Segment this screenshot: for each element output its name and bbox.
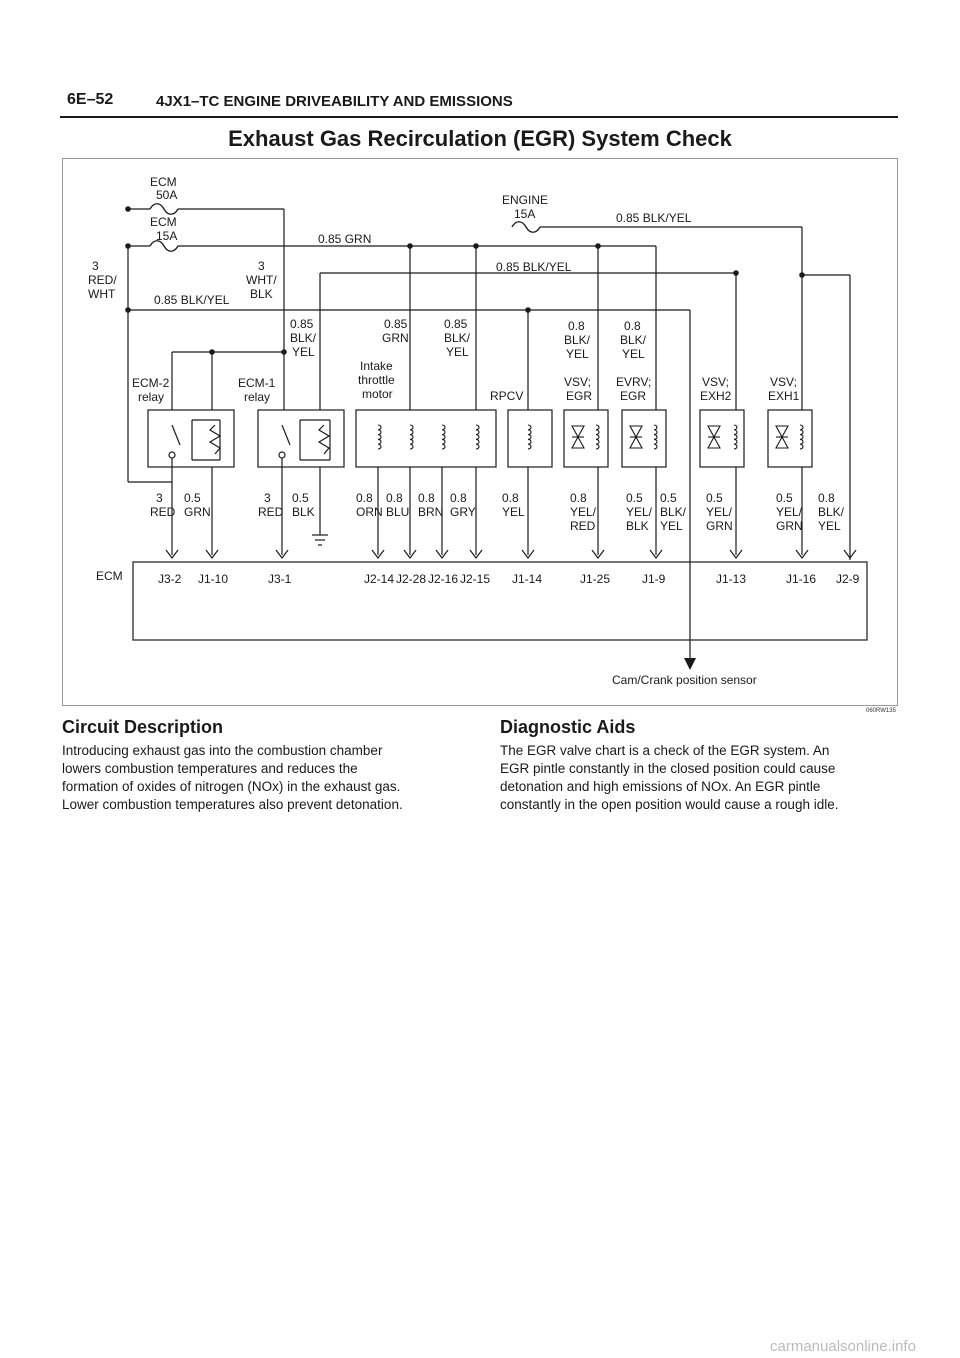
ecm-pin-label: J2-15 <box>460 572 491 586</box>
header-rule <box>60 116 898 118</box>
ecm-pin-label: J2-28 <box>396 572 427 586</box>
label-throttle-l3: motor <box>362 387 393 401</box>
wire-d1-l2: BLK/ <box>290 331 317 345</box>
wire-label: RED <box>150 505 176 519</box>
fuse-ecm15-l1: ECM <box>150 215 177 229</box>
ecm-pin-label: J1-10 <box>198 572 229 586</box>
wire-label: YEL/ <box>626 505 653 519</box>
text-line: detonation and high emissions of NOx. An EGR pintle <box>500 779 821 794</box>
label-exh1-l2: EXH1 <box>768 389 800 403</box>
label-rpcv: RPCV <box>490 389 524 403</box>
wire-label: 0.5 <box>292 491 309 505</box>
label-evrv-l1: EVRV; <box>616 375 652 389</box>
diodes <box>572 426 788 448</box>
wire-d2-l2: GRN <box>382 331 409 345</box>
label-evrv-l2: EGR <box>620 389 647 403</box>
wire-label: 0.8 <box>570 491 587 505</box>
text-line: Lower combustion temperatures also prevent detonation. <box>62 797 403 812</box>
wire-d1-l1: 0.85 <box>290 317 314 331</box>
diagram-labels <box>88 175 800 687</box>
wire-label: 0.5 <box>776 491 793 505</box>
wire-label: BRN <box>418 505 444 519</box>
label-exh1-l1: VSV; <box>770 375 797 389</box>
diagnostic-aids-heading: Diagnostic Aids <box>500 717 636 737</box>
ecm-pin-label: J2-14 <box>364 572 395 586</box>
running-header: 4JX1–TC ENGINE DRIVEABILITY AND EMISSIONS <box>156 93 513 110</box>
label-exh2-l2: EXH2 <box>700 389 732 403</box>
text-line: EGR pintle constantly in the closed position could cause <box>500 761 836 776</box>
wire-label: BLK/ <box>660 505 687 519</box>
fuse-engine-l1: ENGINE <box>502 193 549 207</box>
bottom-wire-labels <box>150 491 845 533</box>
wire-d4-l3: YEL <box>566 347 589 361</box>
wire-left-l2: RED/ <box>88 273 117 287</box>
wires <box>128 209 867 662</box>
wire-label: 0.8 <box>386 491 403 505</box>
text-line: constantly in the open position would cause a rough idle. <box>500 797 839 812</box>
wire-left-l3: WHT <box>88 287 116 301</box>
label-ecm: ECM <box>96 569 123 583</box>
wire-d1-l3: YEL <box>292 345 315 359</box>
text-line: Introducing exhaust gas into the combustion chamber <box>62 743 383 758</box>
wire-label: YEL <box>818 519 841 533</box>
label-throttle-l2: throttle <box>358 373 395 387</box>
wire-label: 0.8 <box>418 491 435 505</box>
wiring-diagram <box>62 158 896 704</box>
wire-label: YEL <box>502 505 525 519</box>
wire-label: RED <box>570 519 596 533</box>
diagnostic-aids-text <box>500 742 898 814</box>
ecm-pin-label: J3-1 <box>268 572 292 586</box>
wire-whtblk-l1: 3 <box>258 259 265 273</box>
coils <box>378 425 803 449</box>
wire-d2-l1: 0.85 <box>384 317 408 331</box>
wire-d4-l1: 0.8 <box>568 319 585 333</box>
wire-label: YEL/ <box>776 505 803 519</box>
label-ecm1-l2: relay <box>244 390 271 404</box>
fuse-ecm50-l2: 50A <box>156 188 178 202</box>
wire-d3-l3: YEL <box>446 345 469 359</box>
wire-d5-l3: YEL <box>622 347 645 361</box>
wire-label: BLU <box>386 505 410 519</box>
watermark: carmanualsonline.info <box>770 1338 916 1355</box>
wire-label: GRN <box>776 519 803 533</box>
circuit-description-heading: Circuit Description <box>62 717 224 737</box>
wire-label: 0.5 <box>706 491 723 505</box>
wire-label: 0.8 <box>356 491 373 505</box>
wire-whtblk-l3: BLK <box>250 287 273 301</box>
page-number: 6E–52 <box>67 91 114 108</box>
circuit-description-text <box>62 742 460 814</box>
wire-label: 0.5 <box>660 491 677 505</box>
ecm-pin-label: J1-25 <box>580 572 611 586</box>
wire-d4-l2: BLK/ <box>564 333 591 347</box>
ecm-pin-label: J1-9 <box>642 572 666 586</box>
wire-label: 3 <box>264 491 271 505</box>
label-ecm2-l2: relay <box>138 390 165 404</box>
wire-label: BLK <box>626 519 649 533</box>
wire-label: 3 <box>156 491 163 505</box>
label-exh2-l1: VSV; <box>702 375 729 389</box>
ecm-pin-label: J2-9 <box>836 572 860 586</box>
wire-blkyel-mid: 0.85 BLK/YEL <box>496 260 572 274</box>
arrow-down-icon <box>684 658 696 670</box>
fuse-engine-l2: 15A <box>514 207 536 221</box>
wire-label: GRN <box>706 519 733 533</box>
ecm-pin-label: J1-16 <box>786 572 817 586</box>
wire-d5-l1: 0.8 <box>624 319 641 333</box>
wire-label: 0.5 <box>626 491 643 505</box>
wire-d3-l2: BLK/ <box>444 331 471 345</box>
wire-blkyel-top: 0.85 BLK/YEL <box>616 211 692 225</box>
wire-whtblk-l2: WHT/ <box>246 273 277 287</box>
wire-label: ORN <box>356 505 383 519</box>
wire-label: YEL <box>660 519 683 533</box>
wire-label: 0.8 <box>450 491 467 505</box>
wire-label: BLK <box>292 505 315 519</box>
ecm-pin-label: J3-2 <box>158 572 182 586</box>
page-title: Exhaust Gas Recirculation (EGR) System Check <box>228 126 732 151</box>
pin-labels <box>158 572 860 586</box>
text-line: The EGR valve chart is a check of the EGR system. An <box>500 743 830 758</box>
ecm-pin-label: J1-14 <box>512 572 543 586</box>
wire-label: GRY <box>450 505 476 519</box>
wire-label: 0.8 <box>502 491 519 505</box>
label-sensor: Cam/Crank position sensor <box>612 673 757 687</box>
text-line: lowers combustion temperatures and reduces the <box>62 761 358 776</box>
wire-label: YEL/ <box>706 505 733 519</box>
label-ecm2-l1: ECM-2 <box>132 376 170 390</box>
wire-d3-l1: 0.85 <box>444 317 468 331</box>
label-throttle-l1: Intake <box>360 359 393 373</box>
ecm-pin-label: J1-13 <box>716 572 747 586</box>
label-vsv-egr-l2: EGR <box>566 389 593 403</box>
wire-label: RED <box>258 505 284 519</box>
wire-label: GRN <box>184 505 211 519</box>
ecm-pin-label: J2-16 <box>428 572 459 586</box>
wire-blkyel-left: 0.85 BLK/YEL <box>154 293 230 307</box>
fuse-ecm15-l2: 15A <box>156 229 178 243</box>
fuse-ecm50-l1: ECM <box>150 175 177 189</box>
wire-top-grn: 0.85 GRN <box>318 232 372 246</box>
wire-label: YEL/ <box>570 505 597 519</box>
wire-label: 0.8 <box>818 491 835 505</box>
text-line: formation of oxides of nitrogen (NOx) in the exhaust gas. <box>62 779 401 794</box>
label-ecm1-l1: ECM-1 <box>238 376 276 390</box>
figure-code: 060RW135 <box>866 708 896 714</box>
wire-label: 0.5 <box>184 491 201 505</box>
label-vsv-egr-l1: VSV; <box>564 375 591 389</box>
wire-d5-l2: BLK/ <box>620 333 647 347</box>
wire-left-l1: 3 <box>92 259 99 273</box>
wire-label: BLK/ <box>818 505 845 519</box>
